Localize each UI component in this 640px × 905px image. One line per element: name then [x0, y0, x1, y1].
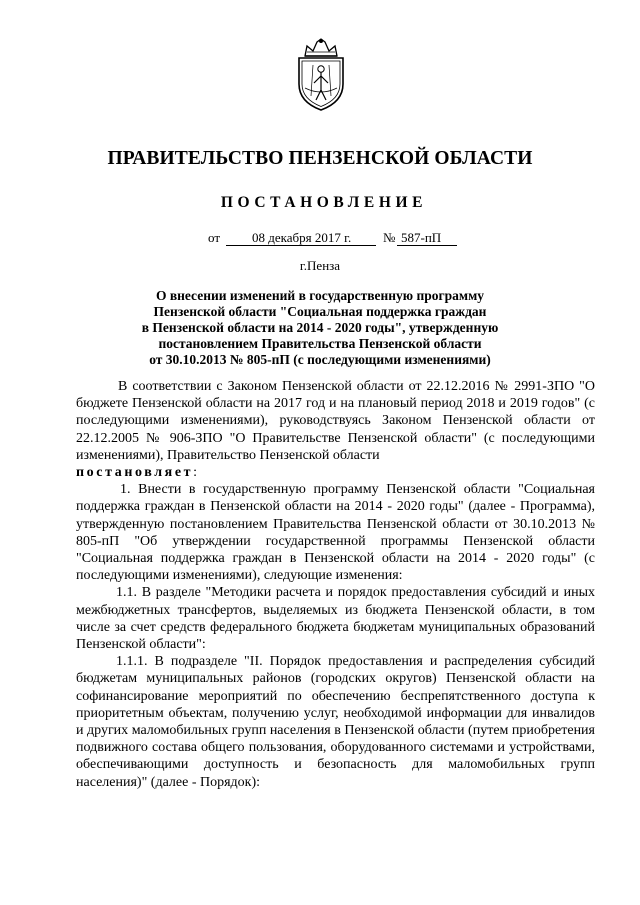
subject-line: Пензенской области "Социальная поддержка граждан [153, 304, 487, 319]
subject-line: постановлением Правительства Пензенской области [158, 336, 482, 351]
date-prefix: от [208, 230, 221, 245]
document-body [76, 378, 595, 791]
date-number-line [0, 230, 640, 248]
document-type: ПОСТАНОВЛЕНИЕ [220, 194, 428, 211]
item-1-1-1-paragraph: 1.1.1. В подразделе "II. Порядок предоставления и распределения субсидий бюджетам муниципальных районов (городских округов) Пензенской области на софинансирование мероприятий по обеспечению беспрепятственного доступа к приоритетным объектам, получению услуг, необходимой информации для инвалидов и других маломобильных групп населения в Пензенской области (путем приобретения подвижного состава общего пользования, оборудованного системами и устройствами, обеспечивающими доступность и безопасность для маломобильных групп населения)" (далее - Порядок): [76, 654, 595, 790]
document-number: 587-пП [401, 230, 442, 245]
document-subject [100, 288, 540, 368]
item-1-1-paragraph: 1.1. В разделе "Методики расчета и порядок предоставления субсидий и иных межбюджетных трансфертов, выделяемых из бюджета Пензенской области, в том числе за счет средств федерального бюджета бюджетам муниципальных образований Пензенской области": [76, 585, 595, 653]
preamble-paragraph [76, 378, 595, 481]
city-name: г.Пенза [299, 258, 341, 273]
decree-colon: : [193, 465, 198, 481]
date-underline [226, 245, 376, 246]
item-1-paragraph: 1. Внести в государственную программу Пензенской области "Социальная поддержка граждан в Пензенской области на 2014 - 2020 годы" (далее - Программа), утвержденную постановлением Правительства Пензенской области от 30.10.2013 № 805-пП "Об утверждении государственной программы Пензенской области "Социальная поддержка граждан в Пензенской области на 2014 - 2020 годы" (с последующими изменениями), следующие изменения: [76, 482, 595, 584]
number-prefix: № [383, 230, 396, 245]
government-title: ПРАВИТЕЛЬСТВО ПЕНЗЕНСКОЙ ОБЛАСТИ [107, 148, 533, 169]
subject-line: от 30.10.2013 № 805-пП (с последующими изменениями) [149, 352, 491, 367]
subject-line: О внесении изменений в государственную программу [155, 288, 485, 303]
coat-of-arms-emblem [291, 38, 351, 112]
subject-line: в Пензенской области на 2014 - 2020 годы", утвержденную [141, 320, 499, 335]
decree-word: постановляет [76, 465, 194, 481]
preamble-text: В соответствии с Законом Пензенской области от 22.12.2016 № 2991-ЗПО "О бюджете Пензенской области на 2017 год и на плановый период 2018 и 2019 годов" (с последующими изменениями), руководствуясь Законом Пензенской области от 22.12.2005 № 906-ЗПО "О Правительстве Пензенской области" (с последующими изменениями), Правительство Пензенской области [76, 379, 595, 463]
document-date: 08 декабря 2017 г. [252, 230, 352, 245]
number-underline [397, 245, 457, 246]
